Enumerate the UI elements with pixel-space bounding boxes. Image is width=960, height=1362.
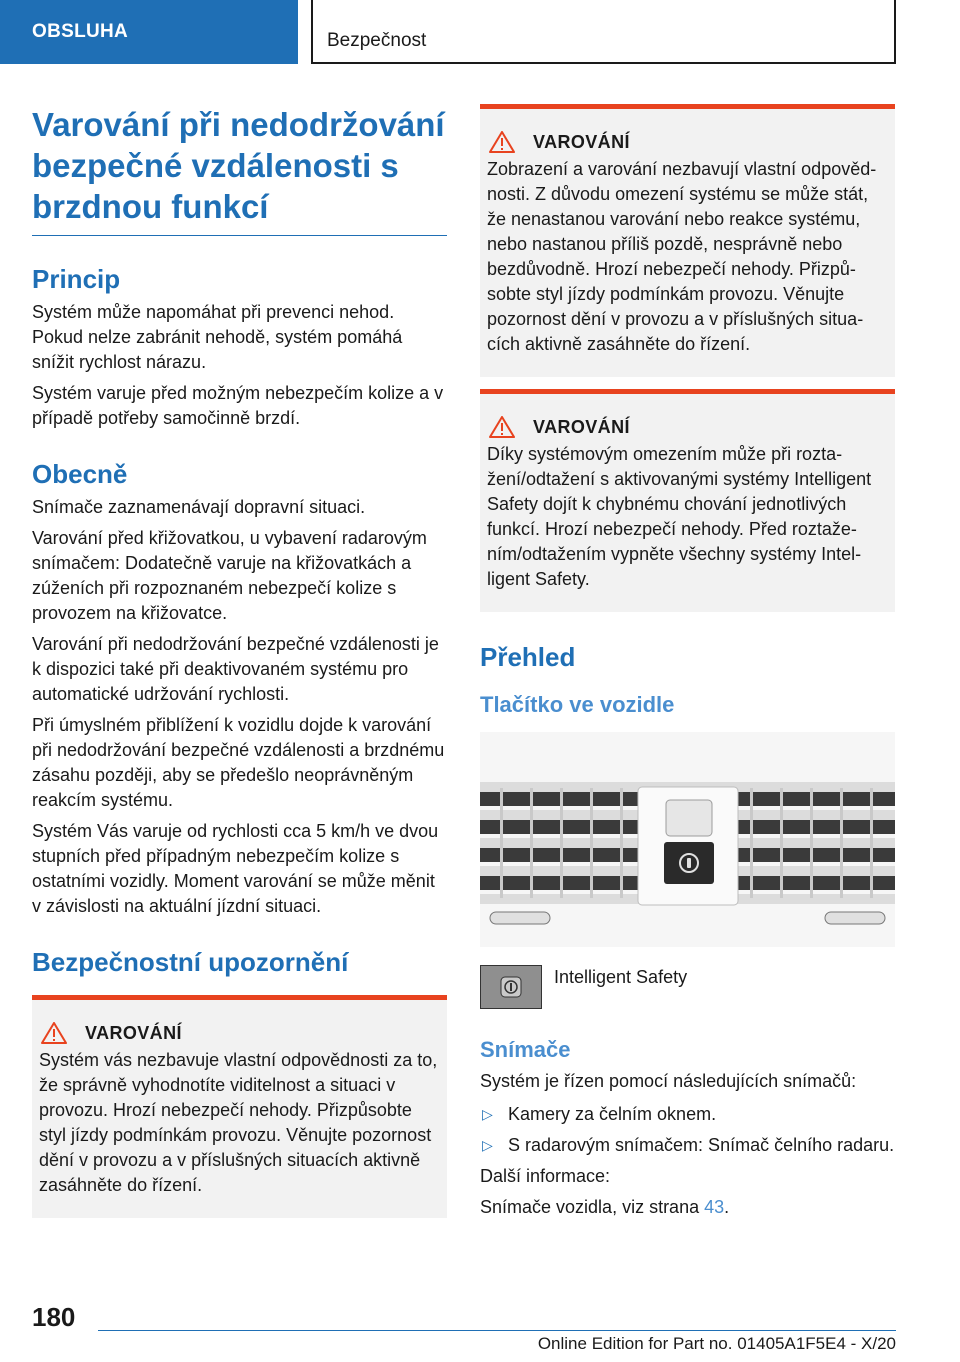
warning-title: VAROVÁNÍ	[533, 417, 630, 437]
warning-box-left	[32, 995, 447, 1218]
list-item: ▷ S radarovým snímačem: Snímač čelního radaru.	[480, 1133, 895, 1158]
general-text-5: Systém Vás varuje od rychlosti cca 5 km/h ve dvou stupních před případným nebezpečím kolize s ostatními vozidly. Moment varování se může měnit v závislosti na aktuální jízdní situaci.	[32, 821, 439, 916]
more-info-label: Další informace:	[480, 1166, 611, 1186]
left-column	[32, 104, 447, 1218]
general-text-2: Varování před křižovatkou, u vybavení radarovým snímačem: Dodatečně varuje na křižovatkách a zúženích při rozpoznaném nebezpečí kolize s provozem na křižovatce.	[32, 528, 427, 623]
general-heading: Obecně	[32, 459, 128, 489]
page-reference-link[interactable]: 43	[704, 1197, 725, 1217]
overview-heading: Přehled	[480, 642, 576, 672]
principle-text-1: Systém může napomáhat při prevenci nehod. Pokud nelze zabránit nehodě, systém pomáhá snížit rychlost nárazu.	[32, 302, 403, 372]
air-vent-panel-image	[480, 732, 895, 947]
general-text-3: Varování při nedodržování bezpečné vzdálenosti je k dispozici také při deaktivovaném systému pro automatické udržování rychlosti.	[32, 634, 439, 704]
warning-text: Zobrazení a varování nezbavují vlastní odpovědnosti. Z důvodu omezení systému se může stát, že nenastanou varování nebo reakce systému, nebo nastanou příliš pozdě, nesprávně nebo bezdůvodně. Hrozí nebezpečí nehody. Přizpůsobte styl jízdy podmínkám provozu. Věnujte pozornost dění v provozu a v příslušných situacích aktivně zasáhněte do řízení.	[487, 159, 877, 354]
intelligent-safety-icon	[480, 965, 542, 1009]
button-heading: Tlačítko ve vozidle	[480, 692, 675, 717]
triangle-bullet-icon: ▷	[482, 1106, 493, 1122]
warning-triangle-icon	[41, 1022, 67, 1044]
page-title: Varování při nedodržování bezpečné vzdálenosti s brzdnou funkcí	[32, 104, 447, 236]
principle-text-2: Systém varuje před možným nebezpečím kolize a v případě potřeby samočinně brzdí.	[32, 383, 444, 428]
principle-heading: Princip	[32, 264, 121, 294]
warning-title: VAROVÁNÍ	[533, 132, 630, 152]
sensor-list	[480, 1102, 895, 1158]
reference-text: Snímače vozidla, viz strana 43.	[480, 1197, 730, 1217]
footer-divider	[98, 1330, 896, 1331]
triangle-bullet-icon: ▷	[482, 1137, 493, 1153]
section-title: Bezpečnost	[311, 0, 896, 64]
sensors-intro: Systém je řízen pomocí následujících snímačů:	[480, 1071, 857, 1091]
vehicle-button-photo	[480, 732, 895, 947]
general-text-1: Snímače zaznamenávají dopravní situaci.	[32, 497, 366, 517]
page-number: 180	[32, 1302, 76, 1332]
warning-text: Systém vás nezbavuje vlastní odpovědnosti za to, že správně vyhodnotíte viditelnost a situaci v provozu. Hrozí nebezpečí nehody. Přizpůsobte styl jízdy podmínkám provozu. Věnujte pozornost dění v provozu a v příslušných situacích aktivně zasáhněte do řízení.	[39, 1050, 438, 1195]
warning-box-right-1	[480, 104, 895, 377]
footer-edition: Online Edition for Part no. 01405A1F5E4 - X/20	[537, 1334, 896, 1353]
warning-triangle-icon	[489, 131, 515, 153]
sensors-heading: Snímače	[480, 1037, 571, 1062]
list-item: ▷ Kamery za čelním oknem.	[480, 1102, 895, 1127]
chapter-tab: OBSLUHA	[0, 0, 298, 64]
warning-box-right-2	[480, 389, 895, 612]
safety-heading: Bezpečnostní upozornění	[32, 947, 349, 977]
warning-text: Díky systémovým omezením může při roztažení/odtažení s aktivovanými systémy Intelligent Safety dojít k chybnému chování jednotlivých funkcí. Hrozí nebezpečí nehody. Před roztažením/odtažením vypněte všechny systémy Intelligent Safety.	[487, 444, 872, 589]
warning-triangle-icon	[489, 416, 515, 438]
legend-label: Intelligent Safety	[554, 967, 688, 987]
warning-title: VAROVÁNÍ	[85, 1023, 182, 1043]
right-column	[480, 104, 895, 1226]
legend-row	[480, 965, 895, 1009]
general-text-4: Při úmyslném přiblížení k vozidlu dojde k varování při nedodržování bezpečné vzdálenosti a brzdnému zásahu později, aby se předešlo neoprávněným reakcím systému.	[32, 715, 445, 810]
